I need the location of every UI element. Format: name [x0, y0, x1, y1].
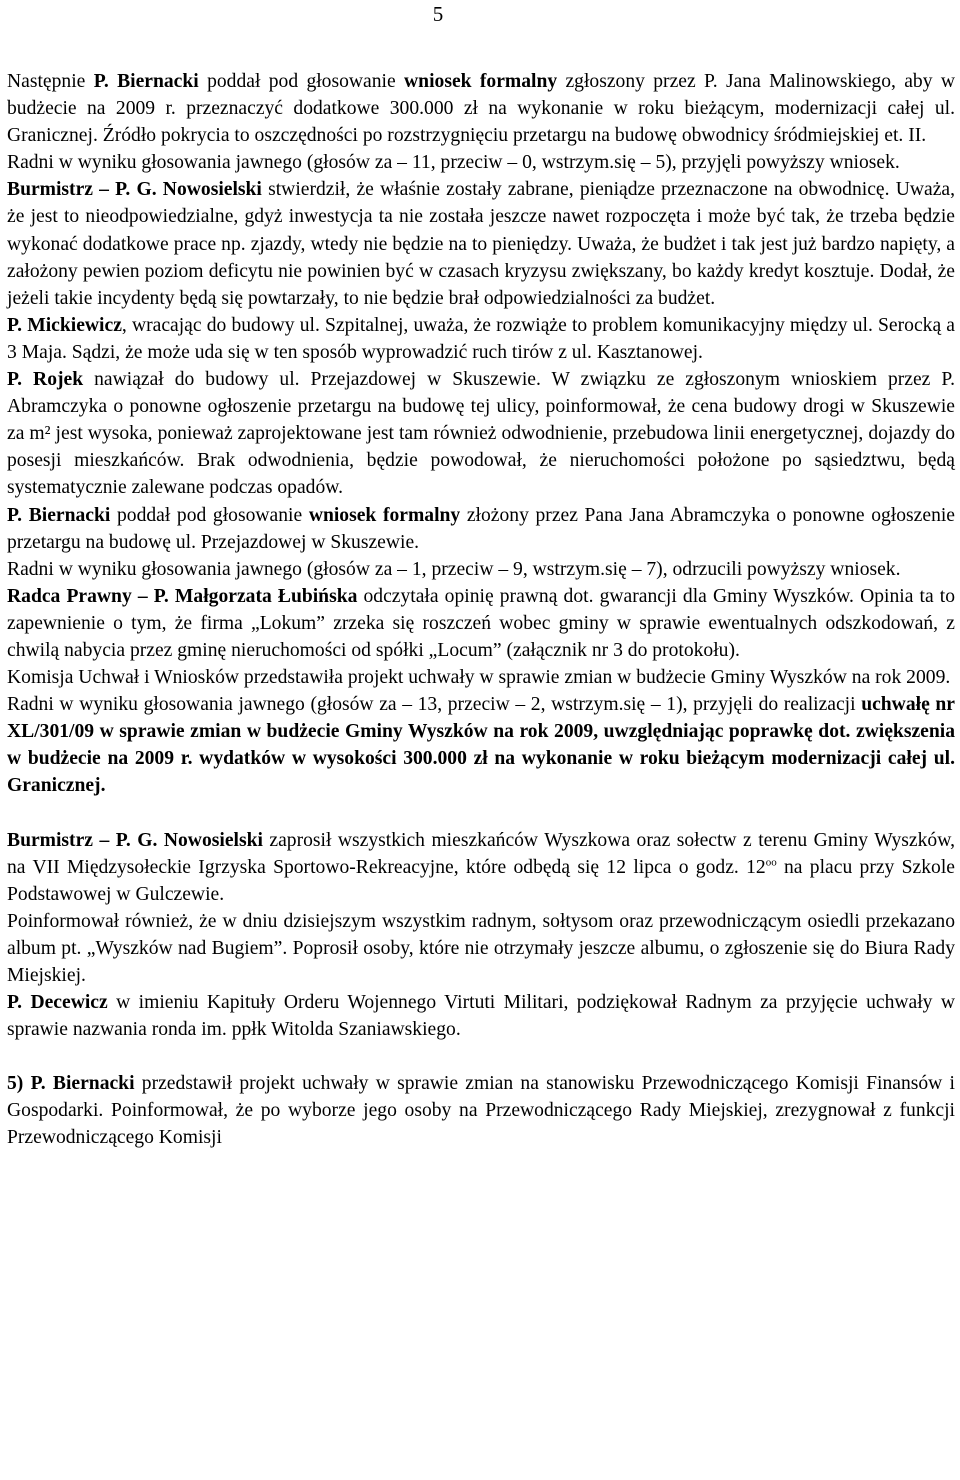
paragraph-5-rojek	[7, 366, 955, 501]
bold-text-run: Burmistrz – P. G. Nowosielski	[7, 829, 263, 851]
text-run: Komisja Uchwał i Wniosków przedstawiła projekt uchwały w sprawie zmian w budżecie Gminy Wyszków na rok 2009.	[7, 667, 951, 689]
text-run: zgłoszony przez P. Jana Malinowskiego, aby w budżecie na 2009 r. przeznaczyć dodatkowe 300.000 zł na wykonanie w roku bieżącym, modernizacji całej ul. Granicznej. Źródło pokrycia to oszczędności po rozstrzygnięciu przetargu na budowę obwodnicy śródmiejskiej et. II.	[7, 71, 956, 147]
paragraph-7-vote-rejected	[7, 556, 955, 583]
bold-text-run: uchwałę nr XL/301/09 w sprawie zmian w budżecie Gminy Wyszków na rok 2009, uwzględniając poprawkę dot. zwiększenia w budżecie na 2009 r. wydatków w wysokości 300.000 zł na wykonanie w roku bieżącym modernizacji całej ul. Granicznej.	[7, 694, 955, 797]
bold-text-run: P. Rojek	[7, 369, 84, 391]
bold-text-run: P. Biernacki	[7, 504, 111, 526]
text-run: złożony przez Pana Jana Abramczyka o ponowne ogłoszenie przetargu na budowę ul. Przejazdowej w Skuszewie.	[7, 504, 956, 553]
bold-text-run: P. Biernacki	[93, 71, 199, 92]
paragraph-6-motion-abramczyk	[7, 502, 955, 556]
bold-text-run: Burmistrz – P. G. Nowosielski	[7, 179, 262, 201]
text-run: Następnie	[7, 71, 94, 92]
bold-text-run: wniosek formalny	[308, 504, 461, 526]
text-run: Radni w wyniku głosowania jawnego (głosów za – 1, przeciw – 9, wstrzym.się – 7), odrzucili powyższy wniosek.	[7, 558, 901, 580]
paragraph-11-games-invitation	[7, 827, 955, 908]
text-run: nawiązał do budowy ul. Przejazdowej w Skuszewie. W związku ze zgłoszonym wnioskiem przez P. Abramczyka o ponowne ogłoszenie przetargu na budowę tej ulicy, poinformował, że cena budowy drogi w Skuszewie za m² jest wysoka, ponieważ zaprojektowane jest tam również odwodnienie, przebudowa linii energetycznej, dojazdy do posesji mieszkańców. Brak odwodnienia, będzie powodował, że nieruchomości położone po sąsiedztwu, będą systematycznie zalewane podczas opadów.	[7, 369, 955, 499]
text-run: Radni w wyniku głosowania jawnego (głosów za – 13, przeciw – 2, wstrzym.się – 1), przyjęli do realizacji	[7, 694, 862, 716]
paragraph-1-motion-graniczna	[7, 68, 955, 149]
text-run: poddał pod głosowanie	[110, 504, 309, 526]
paragraph-14-item-5	[7, 1070, 955, 1151]
text-run: przedstawił projekt uchwały w sprawie zmian na stanowisku Przewodniczącego Komisji Finansów i Gospodarki. Poinformował, że po wyborze jego osoby na Przewodniczącego Rady Miejskiej, zrezygnował z funkcji Przewodniczącego Komisji	[7, 1073, 956, 1149]
page-number: 5	[432, 2, 444, 26]
paragraph-2-vote-result	[7, 149, 955, 176]
bold-text-run: wniosek formalny	[404, 71, 558, 92]
document-body	[7, 68, 955, 1152]
superscript-text: oo	[765, 856, 777, 869]
paragraph-13-decewicz	[7, 989, 955, 1043]
text-run: , wracając do budowy ul. Szpitalnej, uważa, że rozwiąże to problem komunikacyjny między ul. Serocką a 3 Maja. Sądzi, że może uda się w ten sposób wyprowadzić ruch tirów z ul. Kasztanowej.	[7, 314, 955, 363]
text-run: Radni w wyniku głosowania jawnego (głosów za – 11, przeciw – 0, wstrzym.się – 5), przyjęli powyższy wniosek.	[7, 152, 900, 174]
bold-text-run: P. Decewicz	[7, 992, 108, 1014]
paragraph-10-resolution-adopted	[7, 691, 955, 799]
text-run: w imieniu Kapituły Orderu Wojennego Virtuti Militari, podziękował Radnym za przyjęcie uchwały w sprawie nazwania ronda im. ppłk Witolda Szaniawskiego.	[7, 992, 956, 1041]
paragraph-9-commission	[7, 664, 955, 691]
paragraph-3-burmistrz-statement	[7, 176, 955, 311]
bold-text-run: 5) P. Biernacki	[7, 1073, 135, 1095]
paragraph-4-mickiewicz	[7, 312, 955, 366]
text-run: na placu przy Szkole Podstawowej w Gulczewie.	[7, 856, 955, 905]
paragraph-8-legal-opinion	[7, 583, 955, 664]
bold-text-run: P. Mickiewicz	[7, 314, 122, 336]
text-run: stwierdził, że właśnie zostały zabrane, pieniądze przeznaczone na obwodnicę. Uważa, że jest to nieodpowiedzialne, gdyż inwestycja ta nie została jeszcze nawet rozpoczęta i może być tak, że trzeba będzie wykonać dodatkowe prace np. zjazdy, wtedy nie będzie na to pieniędzy. Uważa, że budżet i tak jest już bardzo napięty, a założony pewien poziom deficytu nie powinien być w czasach kryzysu zwiększany, bo każdy kredyt kosztuje. Dodał, że jeżeli takie incydenty będą się powtarzały, to nie będzie brał odpowiedzialności za budżet.	[7, 179, 955, 309]
text-run: odczytała opinię prawną dot. gwarancji dla Gminy Wyszków. Opinia ta to zapewnienie o tym, że firma „Lokum” zrzeka się roszczeń wobec gminy w sprawie ewentualnych odszkodowań, z chwilą nabycia przez gminę nieruchomości od spółki „Locum” (załącznik nr 3 do protokołu).	[7, 585, 955, 661]
text-run: zaprosił wszystkich mieszkańców Wyszkowa oraz sołectw z terenu Gminy Wyszków, na VII Międzysołeckie Igrzyska Sportowo-Rekreacyjne, które odbędą się 12 lipca o godz. 12	[7, 829, 955, 878]
paragraph-12-album	[7, 908, 955, 989]
text-run: Poinformował również, że w dniu dzisiejszym wszystkim radnym, sołtysom oraz przewodniczącym osiedli przekazano album pt. „Wyszków nad Bugiem”. Poprosił osoby, które nie otrzymały jeszcze albumu, o zgłoszenie się do Biura Rady Miejskiej.	[7, 910, 955, 986]
bold-text-run: Radca Prawny – P. Małgorzata Łubińska	[7, 585, 358, 607]
text-run: poddał pod głosowanie	[198, 71, 405, 92]
